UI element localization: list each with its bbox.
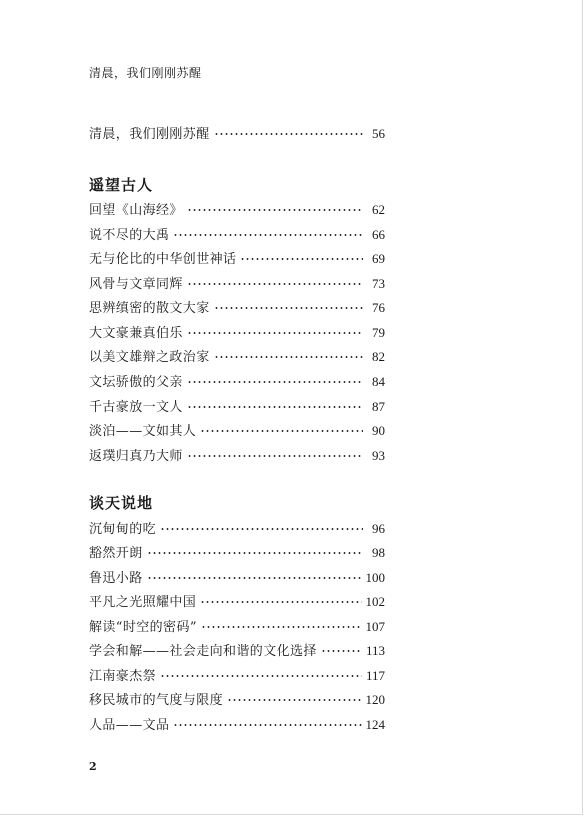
toc-entry-page: 84 <box>372 374 385 389</box>
toc-entry-page: 69 <box>372 251 385 266</box>
toc-entry-page: 76 <box>372 300 385 315</box>
toc-entry-page: 107 <box>365 619 385 634</box>
toc-entry-title: 大文豪兼真伯乐 <box>89 326 183 341</box>
toc-entry-title: 江南豪杰祭 <box>89 669 157 684</box>
toc-entry-title: 鲁迅小路 <box>89 571 143 586</box>
toc-entry[interactable] <box>89 199 385 219</box>
running-header: 清晨，我们刚刚苏醒 <box>89 66 202 80</box>
toc-entry-title: 千古豪放一文人 <box>89 400 183 415</box>
toc-entry-page: 66 <box>372 227 385 242</box>
toc-entry[interactable] <box>89 371 385 391</box>
dot-leader <box>187 209 363 211</box>
toc-entry[interactable] <box>89 224 385 244</box>
toc-entry-page: 90 <box>372 423 385 438</box>
toc-entry-title: 豁然开朗 <box>89 546 143 561</box>
dot-leader <box>240 258 363 260</box>
toc-entry[interactable] <box>89 591 385 611</box>
toc-entry-page: 82 <box>372 349 385 364</box>
toc-entry[interactable] <box>89 248 385 268</box>
dot-leader <box>173 234 363 236</box>
toc-entry[interactable] <box>89 665 385 685</box>
toc-entry[interactable] <box>89 714 385 734</box>
toc-entry-page: 62 <box>372 202 385 217</box>
toc-entry-page: 73 <box>372 276 385 291</box>
toc-entry[interactable] <box>89 123 385 143</box>
toc-entry-page: 79 <box>372 325 385 340</box>
section-heading: 谈天说地 <box>89 494 154 512</box>
dot-leader <box>321 650 362 652</box>
toc-entry-title: 无与伦比的中华创世神话 <box>89 252 237 267</box>
toc-entry-title: 学会和解——社会走向和谐的文化选择 <box>89 644 317 659</box>
toc-entry-page: 87 <box>372 399 385 414</box>
dot-leader <box>160 528 363 530</box>
toc-entry-title: 移民城市的气度与限度 <box>89 693 224 708</box>
dot-leader <box>187 381 363 383</box>
toc-entry[interactable] <box>89 322 385 342</box>
toc-entry[interactable] <box>89 518 385 538</box>
toc-entry-title: 回望《山海经》 <box>89 203 183 218</box>
dot-leader <box>201 626 362 628</box>
dot-leader <box>187 332 363 334</box>
dot-leader <box>214 133 363 135</box>
dot-leader <box>214 356 363 358</box>
toc-entry-page: 102 <box>365 594 385 609</box>
toc-entry-title: 文坛骄傲的父亲 <box>89 375 183 390</box>
dot-leader <box>200 601 361 603</box>
dot-leader <box>187 406 363 408</box>
toc-entry[interactable] <box>89 273 385 293</box>
toc-entry[interactable] <box>89 297 385 317</box>
toc-entry-title: 淡泊——文如其人 <box>89 424 197 439</box>
toc-entry[interactable] <box>89 346 385 366</box>
dot-leader <box>187 455 363 457</box>
toc-entry[interactable] <box>89 445 385 465</box>
toc-entry[interactable] <box>89 396 385 416</box>
page-number: 2 <box>89 760 97 773</box>
dot-leader <box>187 283 363 285</box>
toc-entry-page: 113 <box>365 643 385 658</box>
toc-entry-title: 返璞归真乃大师 <box>89 449 183 464</box>
toc-entry[interactable] <box>89 616 385 636</box>
toc-entry-title: 沉甸甸的吃 <box>89 522 157 537</box>
toc-entry-title: 清晨，我们刚刚苏醒 <box>89 127 210 142</box>
dot-leader <box>227 699 361 701</box>
toc-entry-page: 93 <box>372 448 385 463</box>
dot-leader <box>200 430 363 432</box>
toc-entry-title: 人品——文品 <box>89 718 170 733</box>
dot-leader <box>147 577 362 579</box>
section-heading: 遥望古人 <box>89 176 154 194</box>
toc-entry[interactable] <box>89 420 385 440</box>
dot-leader <box>147 552 363 554</box>
toc-entry[interactable] <box>89 640 385 660</box>
toc-entry-page: 120 <box>365 692 385 707</box>
toc-entry-title: 解读“时空的密码” <box>89 620 197 635</box>
toc-entry[interactable] <box>89 567 385 587</box>
toc-entry-page: 56 <box>372 126 385 141</box>
toc-entry-title: 以美文雄辩之政治家 <box>89 350 210 365</box>
toc-entry-title: 平凡之光照耀中国 <box>89 595 197 610</box>
toc-entry-page: 117 <box>365 668 385 683</box>
toc-entry-page: 96 <box>372 521 385 536</box>
dot-leader <box>214 307 363 309</box>
toc-entry-title: 说不尽的大禹 <box>89 228 170 243</box>
toc-entry-page: 100 <box>365 570 385 585</box>
toc-entry-title: 风骨与文章同辉 <box>89 277 183 292</box>
toc-entry-page: 124 <box>365 717 385 732</box>
toc-entry[interactable] <box>89 689 385 709</box>
dot-leader <box>173 724 361 726</box>
toc-entry-title: 思辨缜密的散文大家 <box>89 301 210 316</box>
toc-entry-page: 98 <box>372 545 385 560</box>
toc-entry[interactable] <box>89 542 385 562</box>
dot-leader <box>160 675 362 677</box>
